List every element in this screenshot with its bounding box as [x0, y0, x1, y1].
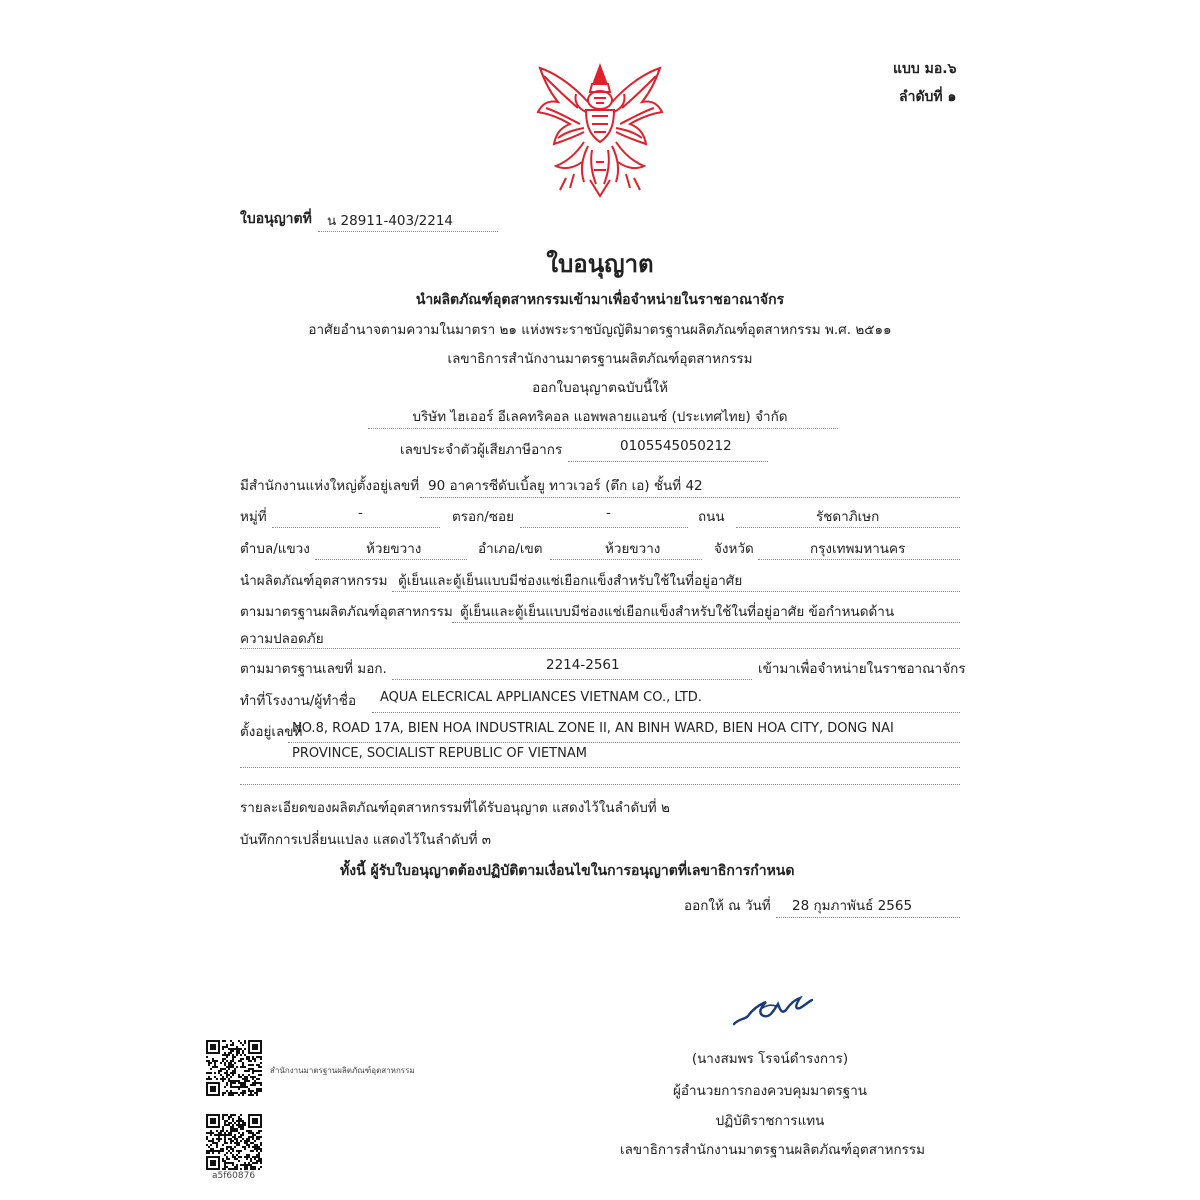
tambon-line	[315, 559, 467, 560]
head-office-line	[420, 497, 960, 498]
road-label: ถนน	[698, 509, 725, 525]
license-no-label: ใบอนุญาตที่	[240, 211, 312, 227]
tax-id-label: เลขประจำตัวผู้เสียภาษีอากร	[400, 442, 563, 458]
issue-date-value: 28 กุมภาพันธ์ 2565	[792, 898, 913, 914]
province-value: กรุงเทพมหานคร	[810, 541, 906, 557]
head-office-value: 90 อาคารซีดับเบิ้ลยู ทาวเวอร์ (ตึก เอ) ชั้นที่ 42	[428, 478, 703, 494]
signatory-name: (นางสมพร โรจน์ดำรงการ)	[691, 1051, 849, 1067]
amphoe-value: ห้วยขวาง	[605, 541, 661, 557]
standard-value-line1: ตู้เย็นและตู้เย็นแบบมีช่องแช่เยือกแข็งสำหรับใช้ในที่อยู่อาศัย ข้อกำหนดด้าน	[460, 604, 895, 620]
tax-id-line	[568, 461, 768, 462]
province-label: จังหวัด	[714, 541, 754, 557]
road-line	[736, 527, 960, 528]
soi-value: -	[606, 505, 611, 521]
authority-line-1: อาศัยอำนาจตามความในมาตรา ๒๑ แห่งพระราชบัญญัติมาตรฐานผลิตภัณฑ์อุตสาหกรรม พ.ศ. ๒๕๑๑	[308, 322, 892, 338]
factory-address-line-3	[240, 784, 960, 785]
amphoe-line	[550, 559, 702, 560]
qr-code-icon-bottom	[206, 1114, 262, 1170]
moo-label: หมู่ที่	[240, 509, 267, 525]
signature-icon	[730, 990, 820, 1034]
issue-date-line	[776, 917, 960, 918]
head-office-label: มีสำนักงานแห่งใหญ่ตั้งอยู่เลขที่	[240, 478, 420, 494]
factory-address-line-2	[240, 767, 960, 768]
standard-no-line	[392, 679, 752, 680]
garuda-emblem-icon	[530, 62, 670, 200]
soi-line	[520, 527, 688, 528]
soi-label: ตรอก/ซอย	[452, 509, 515, 525]
tambon-label: ตำบล/แขวง	[240, 541, 310, 557]
issue-date-label: ออกให้ ณ วันที่	[684, 898, 771, 914]
tax-id-value: 0105545050212	[620, 438, 732, 454]
factory-label: ทำที่โรงงาน/ผู้ทำชื่อ	[240, 693, 357, 709]
standard-no-label: ตามมาตรฐานเลขที่ มอก.	[240, 661, 387, 677]
standard-label: ตามมาตรฐานผลิตภัณฑ์อุตสาหกรรม	[240, 604, 453, 620]
page-title: ใบอนุญาต	[546, 250, 654, 278]
product-value: ตู้เย็นและตู้เย็นแบบมีช่องแช่เยือกแข็งสำหรับใช้ในที่อยู่อาศัย	[398, 573, 743, 589]
factory-address-line2: PROVINCE, SOCIALIST REPUBLIC OF VIETNAM	[292, 746, 587, 761]
license-no-line	[318, 231, 498, 232]
form-code: แบบ มอ.๖	[893, 61, 957, 77]
qr-code-text: a5f60876	[212, 1171, 256, 1181]
tambon-value: ห้วยขวาง	[366, 541, 422, 557]
moo-line	[272, 527, 440, 528]
moo-value: -	[358, 505, 363, 521]
page-subtitle: นำผลิตภัณฑ์อุตสาหกรรมเข้ามาเพื่อจำหน่ายในราชอาณาจักร	[415, 292, 785, 308]
road-value: รัชดาภิเษก	[816, 509, 880, 525]
standard-value-line2: ความปลอดภัย	[240, 631, 324, 647]
standard-line-1	[452, 622, 960, 623]
signatory-office: เลขาธิการสำนักงานมาตรฐานผลิตภัณฑ์อุตสาหกรรม	[620, 1142, 926, 1158]
license-no-value: น 28911-403/2214	[327, 213, 454, 229]
company-line	[368, 428, 838, 429]
authority-line-2: เลขาธิการสำนักงานมาตรฐานผลิตภัณฑ์อุตสาหกรรม	[447, 351, 753, 367]
standard-line-2	[240, 648, 960, 649]
factory-value: AQUA ELECRICAL APPLIANCES VIETNAM CO., LTD.	[380, 690, 702, 705]
qr-caption: สำนักงานมาตรฐานผลิตภัณฑ์อุตสาหกรรม	[270, 1066, 415, 1075]
details-note: รายละเอียดของผลิตภัณฑ์อุตสาหกรรมที่ได้รับอนุญาต แสดงไว้ในลำดับที่ ๒	[240, 800, 670, 816]
factory-address-line1: NO.8, ROAD 17A, BIEN HOA INDUSTRIAL ZONE II, AN BINH WARD, BIEN HOA CITY, DONG NAI	[292, 721, 894, 736]
condition-note: ทั้งนี้ ผู้รับใบอนุญาตต้องปฏิบัติตามเงื่อนไขในการอนุญาตที่เลขาธิการกำหนด	[340, 863, 795, 879]
signatory-acting: ปฏิบัติราชการแทน	[715, 1113, 825, 1129]
signatory-position: ผู้อำนวยการกองควบคุมมาตรฐาน	[672, 1083, 868, 1099]
standard-no-suffix: เข้ามาเพื่อจำหน่ายในราชอาณาจักร	[758, 661, 966, 677]
form-sequence: ลำดับที่ ๑	[899, 89, 957, 105]
qr-code-icon-top	[206, 1040, 262, 1096]
province-line	[758, 559, 960, 560]
factory-line	[372, 712, 960, 713]
change-note: บันทึกการเปลี่ยนแปลง แสดงไว้ในลำดับที่ ๓	[240, 832, 491, 848]
amphoe-label: อำเภอ/เขต	[478, 541, 543, 557]
product-label: นำผลิตภัณฑ์อุตสาหกรรม	[240, 573, 388, 589]
product-line	[392, 591, 960, 592]
standard-no-value: 2214-2561	[546, 657, 620, 673]
factory-address-label: ตั้งอยู่เลขที่	[240, 724, 303, 740]
company-name: บริษัท ไฮเออร์ อีเลคทริคอล แอพพลายแอนซ์ (ประเทศไทย) จำกัด	[412, 409, 788, 425]
factory-address-line-1	[288, 742, 960, 743]
authority-line-3: ออกใบอนุญาตฉบับนี้ให้	[532, 380, 668, 396]
